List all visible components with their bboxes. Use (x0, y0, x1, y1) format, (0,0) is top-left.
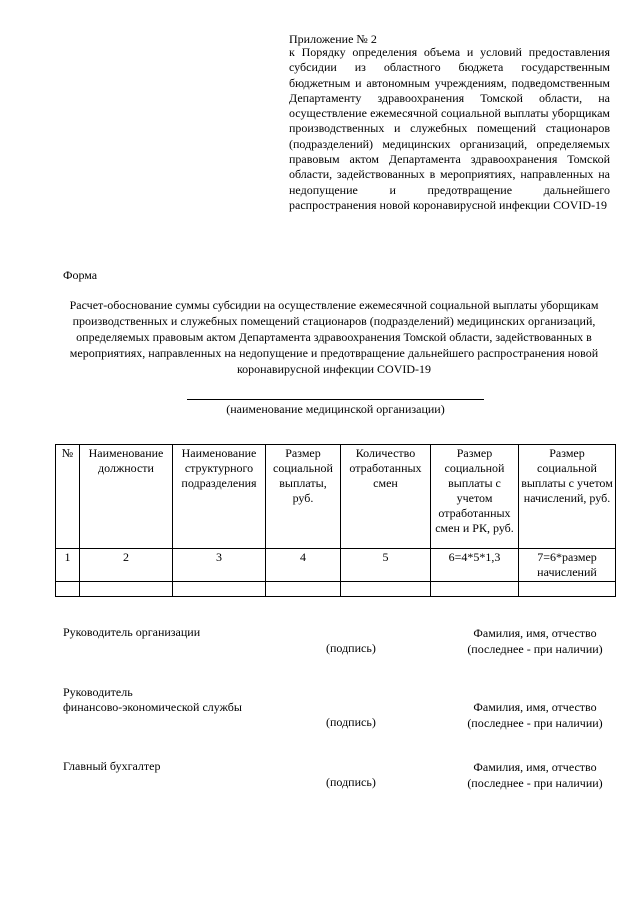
table-cell: 2 (80, 549, 173, 582)
table-cell (173, 582, 266, 597)
signature-name (460, 699, 610, 731)
signature-name-line1: Фамилия, имя, отчество (473, 700, 597, 714)
signature-caption: (подпись) (326, 641, 376, 655)
signature-position-line2: финансово-экономической службы (63, 700, 242, 714)
header-payment-size: Размер социальной выплаты, руб. (266, 445, 341, 549)
signature-position-line1: Руководитель (63, 685, 133, 699)
table-cell: 3 (173, 549, 266, 582)
signature-name-line2: (последнее - при наличии) (467, 776, 603, 790)
signature-name-line1: Фамилия, имя, отчество (473, 626, 597, 640)
organization-name-line (187, 399, 484, 400)
signature-position: Главный бухгалтер (63, 759, 161, 773)
table-row (56, 582, 616, 597)
signature-position (63, 685, 242, 715)
signature-name-line2: (последнее - при наличии) (467, 642, 603, 656)
header-department: Наименование структурного подразделения (173, 445, 266, 549)
table-cell: 1 (56, 549, 80, 582)
table-cell (341, 582, 431, 597)
table-cell: 5 (341, 549, 431, 582)
table-row (56, 549, 616, 582)
table-cell (80, 582, 173, 597)
header-position: Наименование должности (80, 445, 173, 549)
table-cell (266, 582, 341, 597)
appendix-body: к Порядку определения объема и условий предоставления субсидии из областного бюджета государственным бюджетным и автономным учреждениям, подведомственным Департаменту здравоохранения Томской области, на осуществление ежемесячной социальной выплаты уборщикам производственных и служебных помещений стационаров (подразделений) медицинских организаций, определяемых правовым актом Департамента здравоохранения Томской области, задействованных в мероприятиях, направленных на недопущение и предотвращение дальнейшего распространения новой коронавирусной инфекции COVID-19 (289, 45, 610, 212)
table-cell (431, 582, 519, 597)
table-cell: 7=6*размер начислений (519, 549, 616, 582)
signature-name (460, 759, 610, 791)
signature-name (460, 625, 610, 657)
signature-name-line2: (последнее - при наличии) (467, 716, 603, 730)
form-label: Форма (63, 268, 98, 282)
calculation-table (55, 444, 616, 597)
table-cell: 6=4*5*1,3 (431, 549, 519, 582)
signature-position: Руководитель организации (63, 625, 201, 639)
document-heading: Расчет-обоснование суммы субсидии на осуществление ежемесячной социальной выплаты уборщикам производственных и служебных помещений стационаров (подразделений) медицинских организаций, определяемых правовым актом Департамента здравоохранения Томской области, задействованных в мероприятиях, направленных на недопущение и предотвращение дальнейшего распространения новой коронавирусной инфекции COVID-19 (69, 298, 599, 376)
table-header-row (56, 445, 616, 549)
signature-caption: (подпись) (326, 715, 376, 729)
organization-name-caption: (наименование медицинской организации) (226, 402, 445, 416)
header-shifts-count: Количество отработанных смен (341, 445, 431, 549)
header-number: № (56, 445, 80, 549)
signature-name-line1: Фамилия, имя, отчество (473, 760, 597, 774)
table-cell (519, 582, 616, 597)
table-cell (56, 582, 80, 597)
signature-caption: (подпись) (326, 775, 376, 789)
appendix-title: Приложение № 2 (289, 32, 377, 46)
header-payment-with-shifts: Размер социальной выплаты с учетом отработанных смен и РК, руб. (431, 445, 519, 549)
table-cell: 4 (266, 549, 341, 582)
header-payment-with-accruals: Размер социальной выплаты с учетом начислений, руб. (519, 445, 616, 549)
